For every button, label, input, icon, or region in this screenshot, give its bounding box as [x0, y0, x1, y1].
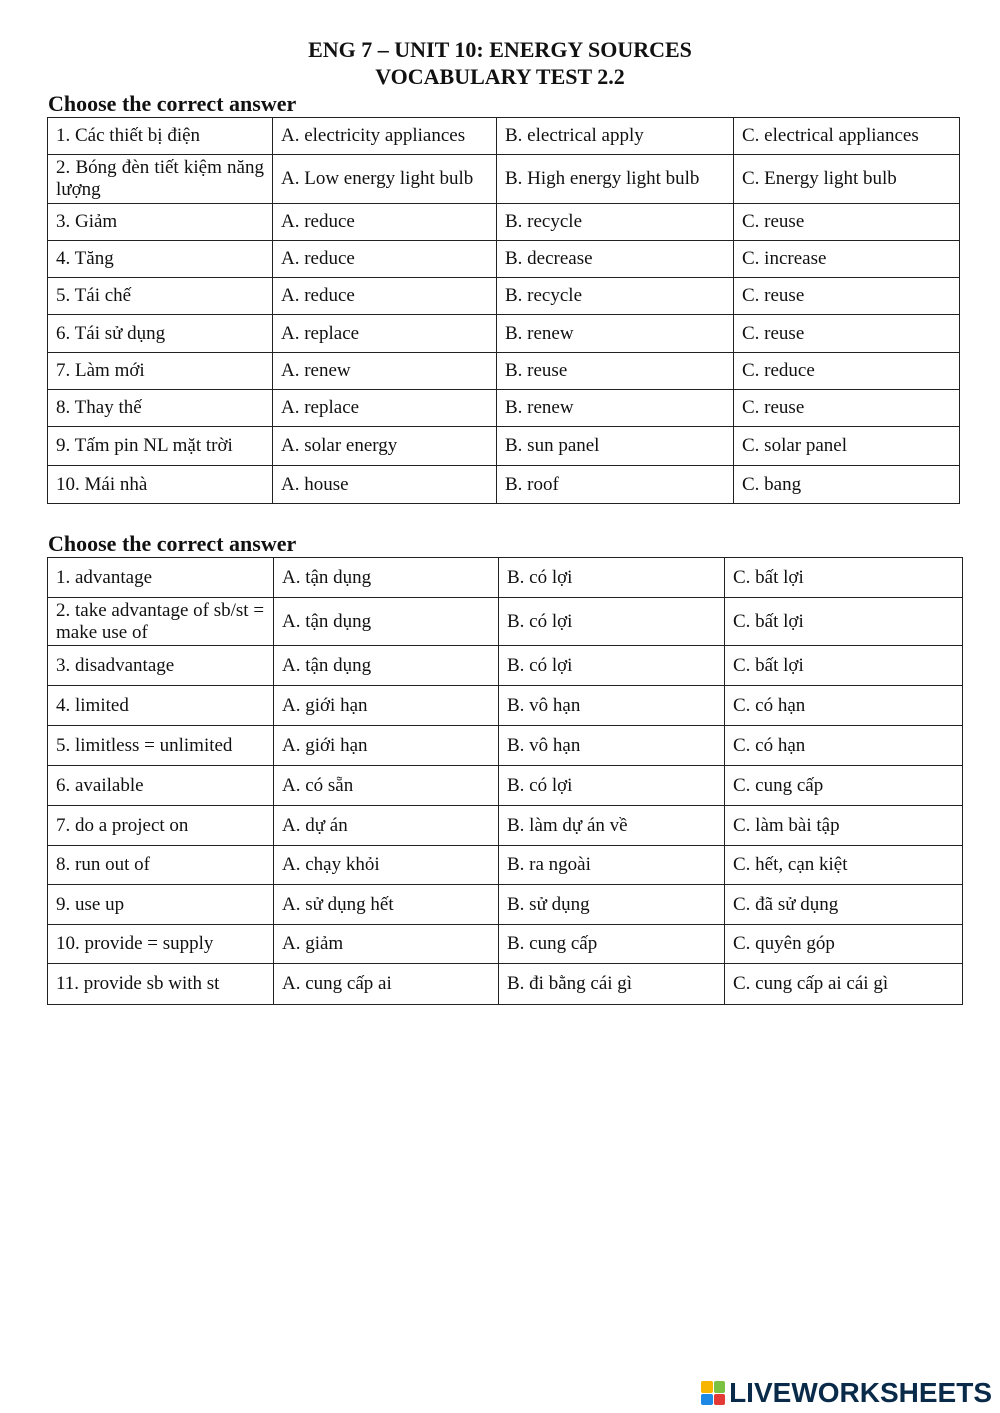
option-a[interactable]: A. tận dụng — [274, 558, 499, 598]
worksheet-subtitle: VOCABULARY TEST 2.2 — [375, 64, 625, 89]
option-a[interactable]: A. giảm — [274, 925, 499, 964]
table-row — [48, 204, 960, 241]
question-cell: 10. provide = supply — [48, 925, 274, 964]
option-a[interactable]: A. chạy khỏi — [274, 846, 499, 885]
liveworksheets-logo-icon — [701, 1381, 725, 1405]
section2-heading: Choose the correct answer — [48, 531, 297, 556]
option-c[interactable]: C. quyên góp — [725, 925, 963, 964]
question-cell: 1. Các thiết bị điện — [48, 118, 273, 155]
question-cell: 10. Mái nhà — [48, 466, 273, 504]
table-row — [48, 964, 963, 1005]
liveworksheets-logo — [701, 1378, 992, 1408]
option-a[interactable]: A. electricity appliances — [273, 118, 497, 155]
option-b[interactable]: B. ra ngoài — [499, 846, 725, 885]
option-c[interactable]: C. cung cấp — [725, 766, 963, 806]
section2-table — [47, 557, 963, 1005]
table-row — [48, 427, 960, 466]
table-row — [48, 155, 960, 204]
option-b[interactable]: B. có lợi — [499, 558, 725, 598]
table-row — [48, 353, 960, 390]
option-b[interactable]: B. High energy light bulb — [497, 155, 734, 204]
question-cell: 8. Thay thế — [48, 390, 273, 427]
option-b[interactable]: B. sử dụng — [499, 885, 725, 925]
option-a[interactable]: A. reduce — [273, 204, 497, 241]
option-b[interactable]: B. roof — [497, 466, 734, 504]
question-cell: 5. limitless = unlimited — [48, 726, 274, 766]
question-cell: 8. run out of — [48, 846, 274, 885]
question-cell: 4. Tăng — [48, 241, 273, 278]
option-c[interactable]: C. làm bài tập — [725, 806, 963, 846]
logo-square-1 — [701, 1381, 713, 1393]
option-c[interactable]: C. hết, cạn kiệt — [725, 846, 963, 885]
option-b[interactable]: B. đi bằng cái gì — [499, 964, 725, 1005]
option-a[interactable]: A. reduce — [273, 278, 497, 315]
option-c[interactable]: C. bất lợi — [725, 598, 963, 646]
option-b[interactable]: B. recycle — [497, 204, 734, 241]
table-row — [48, 466, 960, 504]
option-c[interactable]: C. Energy light bulb — [734, 155, 960, 204]
option-a[interactable]: A. house — [273, 466, 497, 504]
option-a[interactable]: A. renew — [273, 353, 497, 390]
table-row — [48, 686, 963, 726]
question-cell: 6. available — [48, 766, 274, 806]
table-row — [48, 390, 960, 427]
table-row — [48, 726, 963, 766]
option-c[interactable]: C. đã sử dụng — [725, 885, 963, 925]
option-c[interactable]: C. bất lợi — [725, 558, 963, 598]
question-cell: 2. take advantage of sb/st = make use of — [48, 598, 274, 646]
option-b[interactable]: B. renew — [497, 390, 734, 427]
option-a[interactable]: A. dự án — [274, 806, 499, 846]
option-c[interactable]: C. reuse — [734, 204, 960, 241]
option-a[interactable]: A. reduce — [273, 241, 497, 278]
section1-table — [47, 117, 960, 504]
question-cell: 7. do a project on — [48, 806, 274, 846]
option-c[interactable]: C. có hạn — [725, 686, 963, 726]
section1-heading: Choose the correct answer — [48, 91, 297, 116]
question-cell: 5. Tái chế — [48, 278, 273, 315]
table-row — [48, 278, 960, 315]
question-cell: 9. Tấm pin NL mặt trời — [48, 427, 273, 466]
logo-square-4 — [714, 1394, 726, 1406]
option-b[interactable]: B. reuse — [497, 353, 734, 390]
option-a[interactable]: A. giới hạn — [274, 726, 499, 766]
option-c[interactable]: C. electrical appliances — [734, 118, 960, 155]
question-cell: 3. Giảm — [48, 204, 273, 241]
table-row — [48, 646, 963, 686]
option-c[interactable]: C. reuse — [734, 315, 960, 353]
option-b[interactable]: B. decrease — [497, 241, 734, 278]
worksheet-title: ENG 7 – UNIT 10: ENERGY SOURCES — [308, 37, 692, 62]
logo-square-2 — [714, 1381, 726, 1393]
table-row — [48, 558, 963, 598]
option-a[interactable]: A. có sẵn — [274, 766, 499, 806]
table-row — [48, 118, 960, 155]
option-a[interactable]: A. solar energy — [273, 427, 497, 466]
option-c[interactable]: C. có hạn — [725, 726, 963, 766]
logo-square-3 — [701, 1394, 713, 1406]
option-c[interactable]: C. solar panel — [734, 427, 960, 466]
option-b[interactable]: B. có lợi — [499, 646, 725, 686]
table-row — [48, 925, 963, 964]
option-a[interactable]: A. replace — [273, 315, 497, 353]
question-cell: 2. Bóng đèn tiết kiệm năng lượng — [48, 155, 273, 204]
table-row — [48, 598, 963, 646]
table-row — [48, 315, 960, 353]
option-b[interactable]: B. vô hạn — [499, 686, 725, 726]
question-cell: 3. disadvantage — [48, 646, 274, 686]
option-c[interactable]: C. reduce — [734, 353, 960, 390]
option-a[interactable]: A. tận dụng — [274, 646, 499, 686]
option-a[interactable]: A. replace — [273, 390, 497, 427]
option-b[interactable]: B. recycle — [497, 278, 734, 315]
option-c[interactable]: C. reuse — [734, 278, 960, 315]
table-row — [48, 806, 963, 846]
question-cell: 1. advantage — [48, 558, 274, 598]
question-cell: 4. limited — [48, 686, 274, 726]
option-a[interactable]: A. giới hạn — [274, 686, 499, 726]
option-b[interactable]: B. làm dự án về — [499, 806, 725, 846]
option-a[interactable]: A. sử dụng hết — [274, 885, 499, 925]
option-b[interactable]: B. electrical apply — [497, 118, 734, 155]
option-a[interactable]: A. cung cấp ai — [274, 964, 499, 1005]
option-b[interactable]: B. renew — [497, 315, 734, 353]
option-b[interactable]: B. có lợi — [499, 766, 725, 806]
table-row — [48, 846, 963, 885]
option-c[interactable]: C. cung cấp ai cái gì — [725, 964, 963, 1005]
option-b[interactable]: B. cung cấp — [499, 925, 725, 964]
table-row — [48, 885, 963, 925]
table-row — [48, 241, 960, 278]
liveworksheets-brand: LIVEWORKSHEETS — [729, 1377, 992, 1408]
table-row — [48, 766, 963, 806]
question-cell: 9. use up — [48, 885, 274, 925]
option-b[interactable]: B. sun panel — [497, 427, 734, 466]
option-c[interactable]: C. increase — [734, 241, 960, 278]
option-c[interactable]: C. reuse — [734, 390, 960, 427]
question-cell: 11. provide sb with st — [48, 964, 274, 1005]
option-c[interactable]: C. bất lợi — [725, 646, 963, 686]
question-cell: 7. Làm mới — [48, 353, 273, 390]
option-a[interactable]: A. tận dụng — [274, 598, 499, 646]
option-a[interactable]: A. Low energy light bulb — [273, 155, 497, 204]
option-b[interactable]: B. vô hạn — [499, 726, 725, 766]
option-c[interactable]: C. bang — [734, 466, 960, 504]
option-b[interactable]: B. có lợi — [499, 598, 725, 646]
question-cell: 6. Tái sử dụng — [48, 315, 273, 353]
